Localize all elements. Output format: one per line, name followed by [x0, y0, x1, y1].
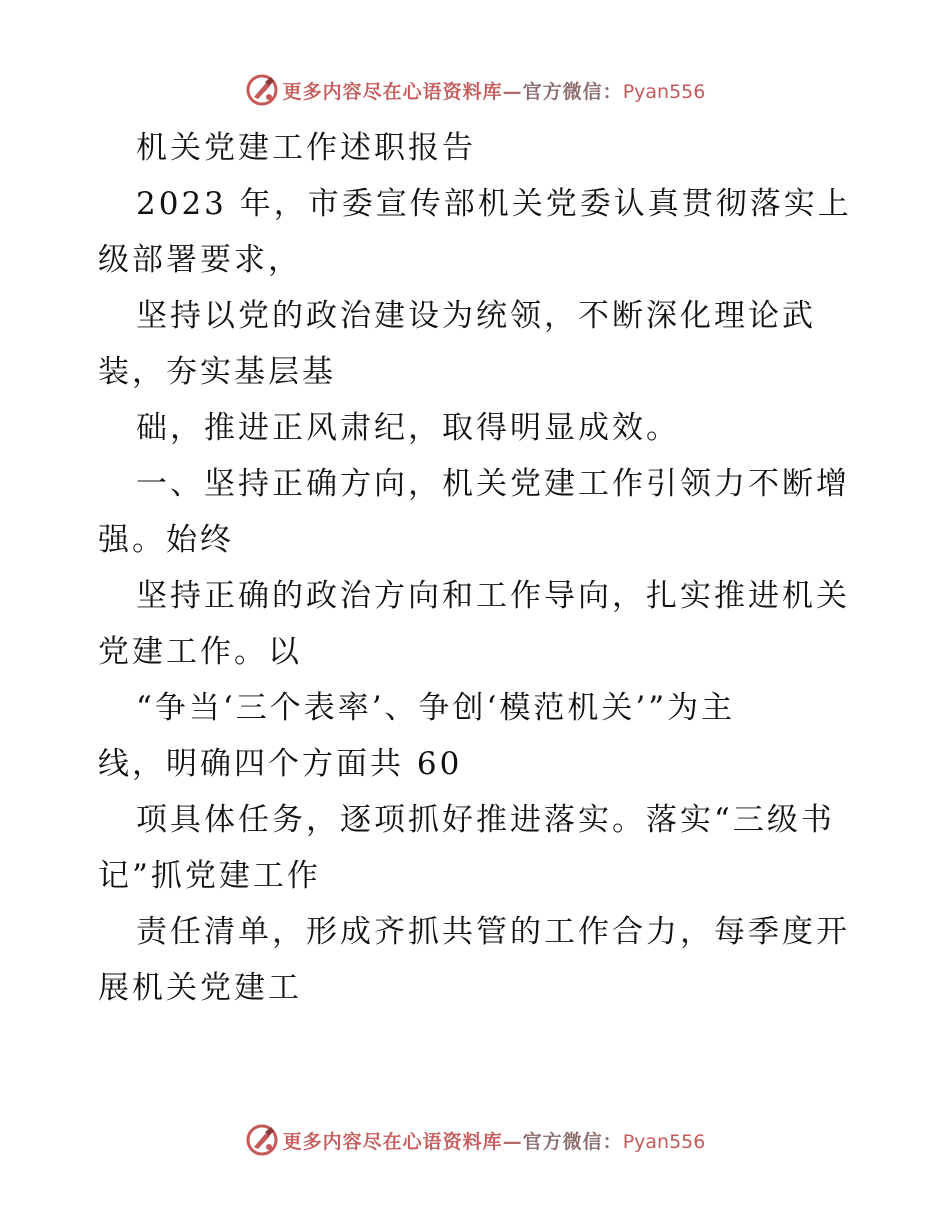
- watermark-main-text: 更多内容尽在心语资料库: [282, 1130, 503, 1153]
- text-line: 2023 年，市委宣传部机关党委认真贯彻落实上: [136, 186, 852, 222]
- text-line: 展机关党建工: [98, 970, 302, 1006]
- text-line: 线，明确四个方面共 60: [98, 746, 463, 782]
- text-line: 机关党建工作述职报告: [136, 130, 476, 166]
- text-line: 记”抓党建工作: [98, 858, 321, 894]
- text-line: “争当‘三个表率’、争创‘模范机关’”为主: [136, 690, 736, 726]
- watermark-wechat-id: Pyan556: [622, 1130, 706, 1153]
- text-line: 坚持以党的政治建设为统领，不断深化理论武: [136, 298, 816, 334]
- watermark-main-text: 更多内容尽在心语资料库: [282, 80, 503, 103]
- document-body: [98, 120, 858, 1016]
- text-line: 装，夯实基层基: [98, 354, 336, 390]
- text-line: 坚持正确的政治方向和工作导向，扎实推进机关: [136, 578, 850, 614]
- footer-watermark: [0, 1120, 950, 1160]
- header-watermark: [0, 70, 950, 110]
- watermark-wechat-id: Pyan556: [622, 80, 706, 103]
- watermark-label: 官方微信：: [522, 1130, 623, 1153]
- text-line: 级部署要求，: [98, 242, 302, 278]
- text-line: 项具体任务，逐项抓好推进落实。落实“三级书: [136, 802, 835, 838]
- text-line: 责任清单，形成齐抓共管的工作合力，每季度开: [136, 914, 850, 950]
- text-line: 一、坚持正确方向，机关党建工作引领力不断增: [136, 466, 850, 502]
- brand-logo-icon: [245, 73, 279, 107]
- brand-logo-icon: [245, 1123, 279, 1157]
- text-line: 础，推进正风肃纪，取得明显成效。: [136, 410, 680, 446]
- text-line: 强。始终: [98, 522, 234, 558]
- watermark-separator: —: [502, 80, 523, 103]
- watermark-label: 官方微信：: [522, 80, 623, 103]
- text-line: 党建工作。以: [98, 634, 302, 670]
- watermark-separator: —: [502, 1130, 523, 1153]
